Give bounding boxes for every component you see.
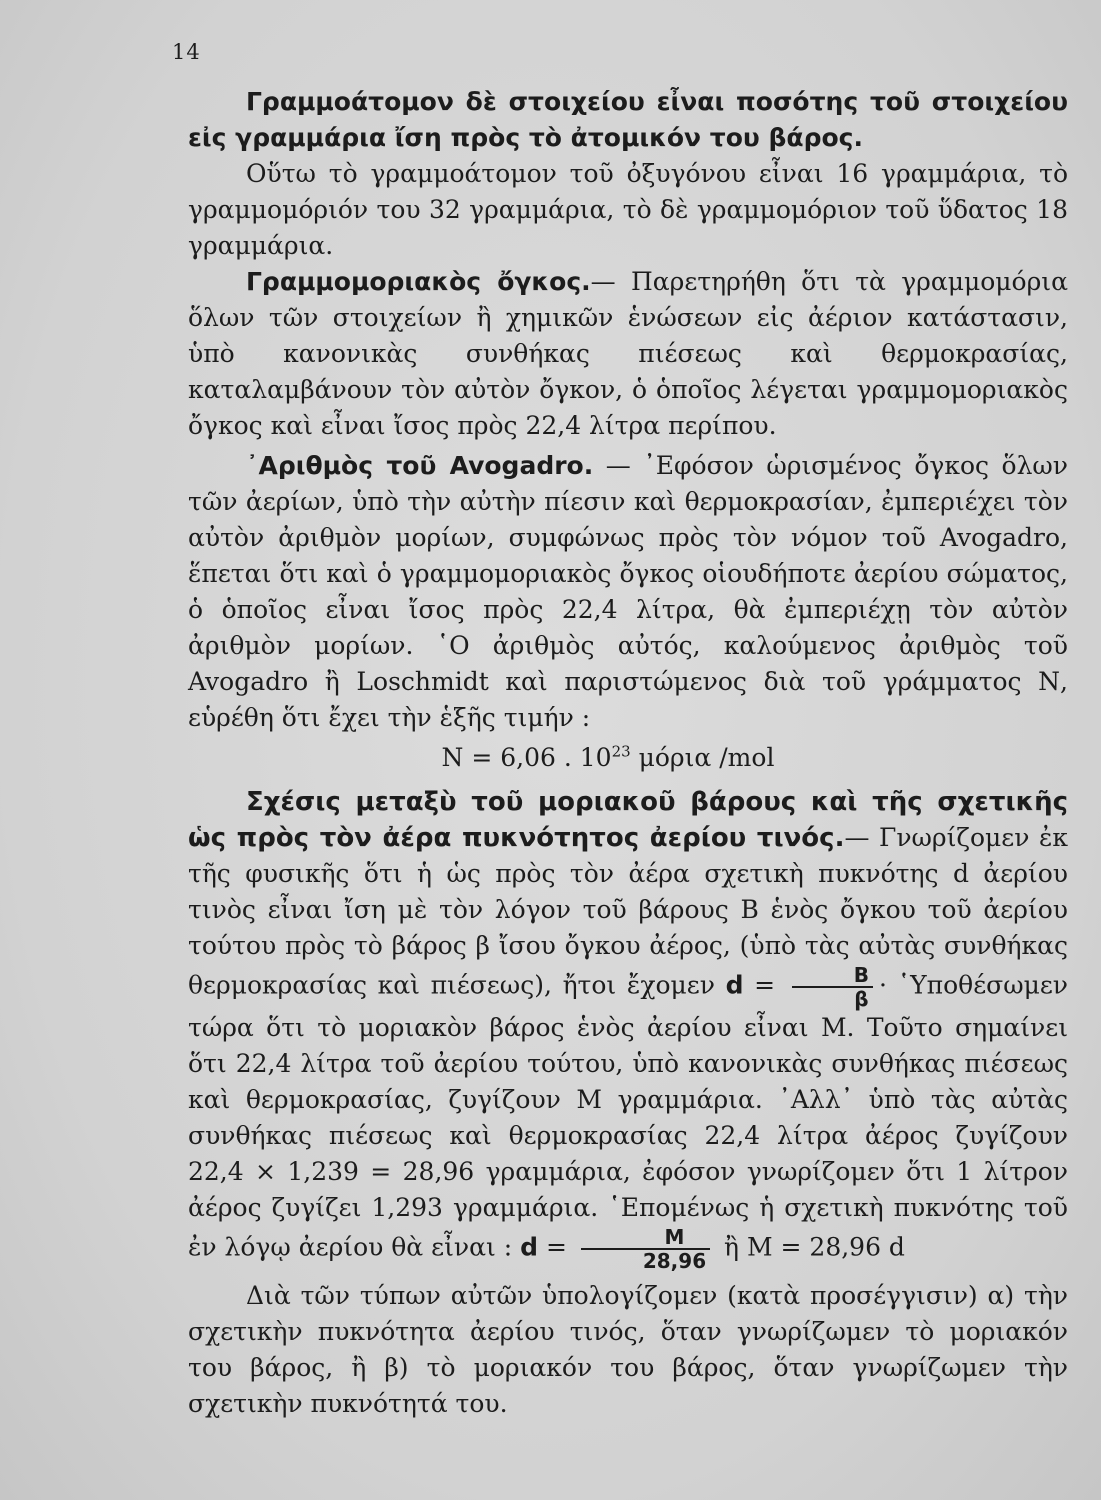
formula-equals-2: = — [538, 1232, 575, 1262]
fraction-numerator: B — [792, 964, 873, 988]
molar-volume-paragraph — [188, 264, 1068, 444]
density-paragraph — [188, 784, 1068, 1272]
gram-atom-definition: Γραμμοάτομον δὲ στοιχείου εἶναι ποσότης τοῦ στοιχείου εἰς γραμμάρια ἴση πρὸς τὸ ἀτομικόν του βάρος. — [188, 87, 1068, 152]
density-text-c: ἢ Μ = 28,96 d — [716, 1232, 905, 1262]
fraction-B-over-beta — [792, 964, 873, 1010]
definition-paragraph — [188, 84, 1068, 156]
equation-right: μόρια /mol — [630, 743, 775, 772]
formula-d-symbol: d — [725, 970, 744, 1000]
example-paragraph: Οὕτω τὸ γραμμοάτομον τοῦ ὀξυγόνου εἶναι 16 γραμμάρια, τὸ γραμμομόριόν του 32 γραμμάρια, τὸ δὲ γραμμομόριον τοῦ ὕδατος 18 γραμμάρια. — [188, 159, 1068, 260]
density-text-b: · ῾Υποθέσωμεν τώρα ὅτι τὸ μοριακὸν βάρος ἑνὸς ἀερίου εἶναι Μ. Τοῦτο σημαίνει ὅτι 22,4 λίτρα τοῦ ἀερίου τούτου, ὑπὸ κανονικὰς συνθήκας πιέσεως καὶ θερμοκρασίας, ζυγίζουν Μ γραμμάρια. ᾿Αλλ᾿ ὑπὸ τὰς αὐτὰς συνθήκας πιέσεως καὶ θερμοκρασίας 22,4 λίτρα ἀέρος ζυγίζουν 22,4 × 1,239 = 28,96 γραμμάρια, ἐφόσον γνωρίζομεν ὅτι 1 λίτρον ἀέρος ζυγίζει 1,293 γραμμάρια. ῾Επομένως ἡ σχετικὴ πυκνότης τοῦ ἐν λόγῳ ἀερίου θὰ εἶναι : — [188, 970, 1069, 1262]
avogadro-heading: ᾿Αριθμὸς τοῦ Avogadro. — [246, 451, 594, 480]
text-body — [188, 84, 1068, 1422]
density-text-a: — Γνωρίζομεν ἐκ τῆς φυσικῆς ὅτι ἡ ὡς πρὸς τὸν ἀέρα σχετικὴ πυκνότης d ἀερίου τινὸς εἶναι ἴση μὲ τὸν λόγον τοῦ βάρους Β ἑνὸς ὄγκου τοῦ ἀερίου τούτου πρὸς τὸ βάρος β ἴσου ὄγκου ἀέρος, (ὑπὸ τὰς αὐτὰς συνθήκας θερμοκρασίας καὶ πιέσεως), ἤτοι ἔχομεν — [188, 823, 1068, 1000]
molar-volume-heading: Γραμμομοριακὸς ὄγκος. — [246, 267, 591, 296]
molar-volume-text: — Παρετηρήθη ὅτι τὰ γραμμομόρια ὅλων τῶν στοιχείων ἢ χημικῶν ἑνώσεων εἰς ἀέριον κατάστασιν, ὑπὸ κανονικὰς συνθήκας πιέσεως καὶ θερμοκρασίας, καταλαμβάνουν τὸν αὐτὸν ὄγκον, ὁ ὁποῖος λέγεται γραμμομοριακὸς ὄγκος καὶ εἶναι ἴσος πρὸς 22,4 λίτρα περίπου. — [188, 267, 1068, 440]
formula-usage-paragraph: Διὰ τῶν τύπων αὐτῶν ὑπολογίζομεν (κατὰ προσέγγισιν) α) τὴν σχετικὴν πυκνότητα ἀερίου τινός, ὅταν γνωρίζωμεν τὸ μοριακόν του βάρος, ἢ β) τὸ μοριακόν του βάρος, ὅταν γνωρίζωμεν τὴν σχετικὴν πυκνότητά του. — [188, 1281, 1068, 1418]
avogadro-paragraph — [188, 448, 1068, 736]
fraction-denominator: β — [854, 987, 869, 1011]
formula-d-symbol-2: d — [520, 1232, 538, 1262]
avogadro-text: — ᾿Εφόσον ὡρισμένος ὄγκος ὅλων τῶν ἀερίων, ὑπὸ τὴν αὐτὴν πίεσιν καὶ θερμοκρασίαν, ἐμπεριέχει τὸν αὐτὸν ἀριθμὸν μορίων, συμφώνως πρὸς τὸν νόμον τοῦ Avogadro, ἕπεται ὅτι καὶ ὁ γραμμομοριακὸς ὄγκος οἱουδήποτε ἀερίου σώματος, ὁ ὁποῖος εἶναι ἴσος πρὸς 22,4 λίτρα, θὰ ἐμπεριέχῃ τὸν αὐτὸν ἀριθμὸν μορίων. ῾Ο ἀριθμὸς αὐτός, καλούμενος ἀριθμὸς τοῦ Avogadro ἢ Loschmidt καὶ παριστώμενος διὰ τοῦ γράμματος Ν, εὑρέθη ὅτι ἔχει τὴν ἑξῆς τιμήν : — [188, 451, 1069, 732]
equation-exponent: 23 — [611, 742, 631, 761]
page-number: 14 — [172, 40, 201, 64]
fraction-M-over-2896 — [581, 1226, 710, 1272]
formula-equals: = — [743, 970, 786, 1000]
equation-left: N = 6,06 . 10 — [441, 743, 612, 772]
fraction-denominator-2: 28,96 — [642, 1249, 707, 1273]
fraction-numerator-2: M — [581, 1226, 710, 1250]
avogadro-equation — [188, 740, 1068, 776]
density-heading: Σχέσις μεταξὺ τοῦ μοριακοῦ βάρους καὶ τῆς σχετικῆς ὡς πρὸς τὸν ἀέρα πυκνότητος ἀερίου τινός. — [188, 787, 1068, 853]
